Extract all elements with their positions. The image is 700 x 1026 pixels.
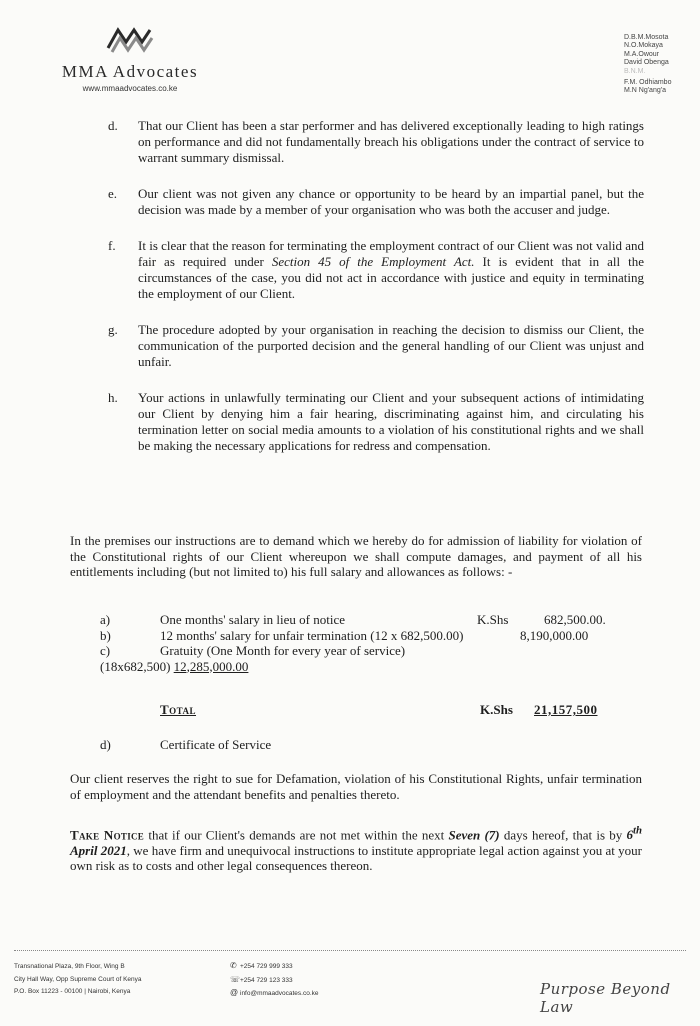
notice-text: days hereof, that is by — [499, 827, 627, 843]
address-line: Transnational Plaza, 9th Floor, Wing B — [14, 963, 125, 970]
firm-tagline: Purpose Beyond Law — [540, 980, 671, 1016]
list-item — [108, 390, 644, 454]
total-row — [160, 702, 620, 722]
claim-text: 12 months' salary for unfair termination (12 x 682,500.00) — [160, 627, 464, 643]
item-text: The procedure adopted by your organisation in reaching the decision to dismiss our Client, the communication of the purported decision and the general handling of our Client was unjust and unfair. — [138, 322, 644, 369]
claim-text: Certificate of Service — [160, 737, 272, 752]
claim-row — [100, 643, 640, 659]
notice-lead: Take Notice — [70, 827, 145, 843]
partner-name: David Obenga — [624, 59, 669, 67]
item-letter: e. — [108, 186, 118, 201]
notice-date-day: 6 — [626, 827, 633, 843]
list-item — [108, 322, 644, 370]
claim-currency: K.Shs — [477, 612, 509, 627]
certificate-row — [100, 737, 272, 753]
claim-label: b) — [100, 627, 111, 643]
total-currency: K.Shs — [480, 702, 513, 717]
firm-website: www.mmaadvocates.co.ke — [82, 84, 178, 93]
item-letter: h. — [108, 390, 118, 405]
statute-reference: Section 45 of the Employment Act. — [271, 254, 475, 269]
claim-label: d) — [100, 737, 111, 752]
list-item — [108, 186, 644, 218]
reserve-paragraph: Our client reserves the right to sue for Defamation, violation of his Constitutional Rights, unfair termination of employment and the attendant benefits and penalties thereto. — [70, 771, 642, 802]
item-letter: d. — [108, 118, 118, 133]
claim-text: Gratuity (One Month for every year of service) — [160, 643, 406, 658]
address-line: P.O. Box 11223 - 00100 | Nairobi, Kenya — [14, 988, 131, 995]
partners-list — [624, 34, 671, 96]
mobile-icon: ☏ — [230, 974, 241, 984]
claim-value: 12,285,000.00 — [173, 658, 249, 674]
mma-logo-icon — [102, 18, 158, 58]
claim-label: c) — [100, 643, 111, 658]
claim-row — [100, 612, 640, 628]
item-text: That our Client has been a star performer and has delivered exceptionally leading to high ratings on performance and did not fundamentally breach his obligations under the contract of service to warrant summary dismissal. — [138, 118, 644, 165]
claims-list — [100, 612, 640, 675]
partner-name: F.M. Odhiambo — [624, 79, 672, 87]
premises-paragraph: In the premises our instructions are to demand which we hereby do for admission of liability for violation of the Constitutional rights of our Client whereupon we shall compute damages, and payment of all his entitlements including (but not limited to) his full salary and allowances as follows: - — [70, 533, 642, 579]
firm-logo — [30, 18, 230, 93]
footer-divider — [14, 950, 686, 951]
partner-name: D.B.M.Mosota — [624, 34, 669, 41]
notice-text: , we have firm and unequivocal instructions to institute appropriate legal action against you at your own risk as to costs and other legal consequences thereon. — [70, 842, 642, 874]
notice-paragraph — [70, 824, 642, 874]
firm-name: MMA Advocates — [61, 62, 199, 81]
item-text: It is clear that the reason for terminating the employment contract of our Client was not valid and fair as required under — [138, 238, 644, 269]
claim-value: 8,190,000.00 — [520, 627, 589, 643]
notice-text: that if our Client's demands are not met within the next — [144, 827, 449, 843]
notice-date-rest: April 2021 — [70, 842, 127, 858]
claim-row — [100, 628, 640, 644]
item-text: Our client was not given any chance or opportunity to be heard by an impartial panel, but the decision was made by a member of your organisation who was both the accuser and judge. — [138, 186, 644, 217]
item-text: It is evident that in all the circumstances of the case, you did not act in accordance with justice and equity in terminating the employment of our Client. — [138, 254, 645, 301]
notice-days: Seven (7) — [448, 827, 500, 843]
list-item — [108, 118, 644, 166]
total-value: 21,157,500 — [534, 702, 598, 717]
footer-address — [14, 961, 142, 999]
phone-number: +254 729 123 333 — [240, 976, 293, 984]
partner-name: M.A.Owour — [624, 50, 660, 58]
partner-name: M.N Ng'ang'a — [624, 87, 666, 95]
email-icon: @ — [230, 988, 239, 997]
claim-value: 682,500.00. — [544, 612, 606, 627]
partner-name: N.O.Mokaya — [624, 42, 663, 50]
item-letter: f. — [108, 238, 116, 253]
claim-label: a) — [100, 612, 111, 627]
phone-icon: ✆ — [230, 961, 237, 970]
item-text: Your actions in unlawfully terminating our Client and your subsequent actions of intimidating our Client by denying him a fair hearing, discriminating against him, and circulating his termination letter on social media amounts to a violation of his constitutional rights and we shall be making the necessary applications for redress and compensation. — [138, 390, 644, 453]
item-letter: g. — [108, 322, 118, 337]
email-address: info@mmaadvocates.co.ke — [240, 990, 319, 997]
address-line: City Hall Way, Opp Supreme Court of Kenya — [14, 975, 142, 983]
footer-contact — [230, 960, 319, 1001]
claim-text: One months' salary in lieu of notice — [160, 612, 346, 627]
phone-number: +254 729 999 333 — [240, 963, 293, 970]
list-item — [108, 238, 645, 302]
notice-date-suffix: th — [632, 825, 643, 837]
claim-calc: (18x682,500) — [100, 658, 171, 674]
total-label: Total — [160, 702, 197, 717]
grounds-list — [108, 118, 645, 454]
partner-name-faded: B.N.M. — [624, 67, 646, 75]
claim-subrow — [100, 659, 640, 675]
